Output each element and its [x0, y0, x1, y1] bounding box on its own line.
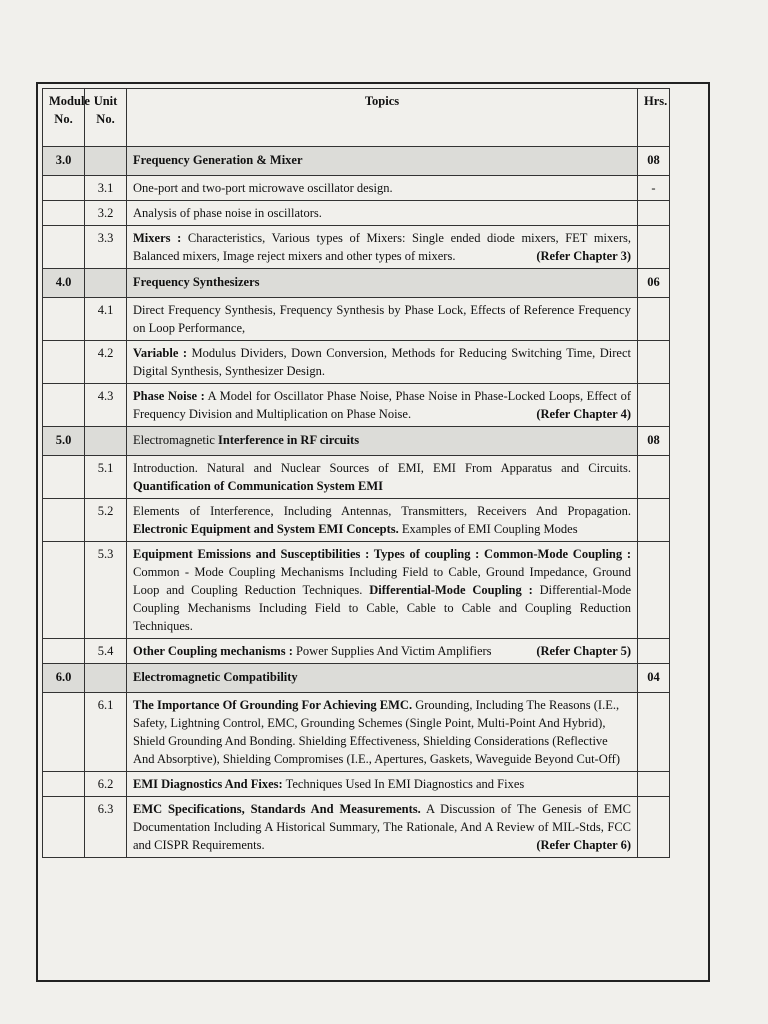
unit-topic: Analysis of phase noise in oscillators. [127, 201, 638, 226]
unit-no: 5.3 [85, 542, 127, 639]
topic-bold: Electronic Equipment and System EMI Concepts. [133, 522, 399, 536]
topic-bold-2: Differential-Mode Coupling : [369, 583, 533, 597]
topic-text: A Discussion of The Genesis of EMC Documentation Including A Historical Summary, The Rationale, And A Review of MIL-Stds, FCC and CISPR Requirements. [133, 802, 631, 852]
unit-topic [127, 797, 638, 858]
module-title-bold: Interference in RF circuits [218, 433, 360, 447]
unit-row [43, 772, 670, 797]
unit-no: 3.1 [85, 176, 127, 201]
unit-no: 3.2 [85, 201, 127, 226]
unit-row [43, 456, 670, 499]
hrs-header: Hrs. [638, 89, 670, 147]
topic-bold: Equipment Emissions and Susceptibilities : Types of coupling : Common-Mode Coupling : [133, 547, 631, 561]
unit-topic [127, 542, 638, 639]
topic-text: Power Supplies And Victim Amplifiers [292, 644, 492, 658]
unit-row [43, 226, 670, 269]
unit-topic [127, 226, 638, 269]
topic-bold: Variable : [133, 346, 188, 360]
unit-no: 5.2 [85, 499, 127, 542]
module-row-6 [43, 664, 670, 693]
unit-no: 5.4 [85, 639, 127, 664]
module-title: Electromagnetic Compatibility [127, 664, 638, 693]
unit-topic [127, 341, 638, 384]
unit-row [43, 797, 670, 858]
unit-no: 3.3 [85, 226, 127, 269]
topic-bold: Phase Noise : [133, 389, 205, 403]
module-hrs: 04 [638, 664, 670, 693]
unit-row [43, 693, 670, 772]
module-title: Frequency Synthesizers [127, 269, 638, 298]
module-row-5 [43, 427, 670, 456]
unit-row [43, 639, 670, 664]
unit-no-header: Unit No. [85, 89, 127, 147]
module-hrs: 06 [638, 269, 670, 298]
topic-text-2: Examples of EMI Coupling Modes [398, 522, 578, 536]
header-row [43, 89, 670, 147]
unit-topic [127, 499, 638, 542]
module-title-plain: Electromagnetic [133, 433, 219, 447]
chapter-ref: (Refer Chapter 4) [536, 407, 631, 421]
topic-text: Introduction. Natural and Nuclear Sources of EMI, EMI From Apparatus and Circuits. [133, 461, 631, 475]
topic-text-2: Differential-Mode Coupling Mechanisms Including Field to Cable, Cable to Cable and Coupling Reduction Techniques. [133, 583, 631, 633]
unit-row [43, 499, 670, 542]
module-row-4 [43, 269, 670, 298]
unit-no: 4.3 [85, 384, 127, 427]
module-no: 6.0 [43, 664, 85, 693]
topic-text: Common - Mode Coupling Mechanisms Including Field to Cable, Ground Impedance, Ground Loop and Coupling Reduction Techniques. [133, 565, 631, 597]
module-hrs: 08 [638, 427, 670, 456]
module-no: 4.0 [43, 269, 85, 298]
unit-row [43, 542, 670, 639]
module-hrs: 08 [638, 147, 670, 176]
unit-row [43, 341, 670, 384]
topic-bold: EMI Diagnostics And Fixes: [133, 777, 283, 791]
module-title: Frequency Generation & Mixer [127, 147, 638, 176]
unit-row [43, 298, 670, 341]
unit-no: 6.3 [85, 797, 127, 858]
module-unit-empty [85, 147, 127, 176]
unit-no: 6.2 [85, 772, 127, 797]
topic-bold: EMC Specifications, Standards And Measurements. [133, 802, 421, 816]
topic-text: Techniques Used In EMI Diagnostics and Fixes [282, 777, 525, 791]
topic-text: A Model for Oscillator Phase Noise, Phase Noise in Phase-Locked Loops, Effect of Frequency Division and Multiplication on Phase Noise. [133, 389, 631, 421]
chapter-ref: (Refer Chapter 6) [536, 838, 631, 852]
topic-text: Elements of Interference, Including Antennas, Transmitters, Receivers And Propagation. [133, 504, 631, 518]
unit-topic [127, 772, 638, 797]
unit-hrs: - [638, 176, 670, 201]
unit-no: 5.1 [85, 456, 127, 499]
topic-text: Characteristics, Various types of Mixers: Single ended diode mixers, FET mixers, Balanced mixers, Image reject mixers and other types of mixers. [133, 231, 631, 263]
module-no: 5.0 [43, 427, 85, 456]
module-row-3 [43, 147, 670, 176]
topic-bold: Other Coupling mechanisms : [133, 644, 293, 658]
unit-no: 4.2 [85, 341, 127, 384]
topics-header: Topics [127, 89, 638, 147]
unit-row [43, 201, 670, 226]
unit-topic [127, 693, 638, 772]
unit-row [43, 176, 670, 201]
unit-topic [127, 384, 638, 427]
topic-bold: Mixers : [133, 231, 182, 245]
unit-topic [127, 456, 638, 499]
syllabus-table [42, 88, 670, 858]
module-title [127, 427, 638, 456]
unit-no: 4.1 [85, 298, 127, 341]
unit-topic: One-port and two-port microwave oscillator design. [127, 176, 638, 201]
unit-topic: Direct Frequency Synthesis, Frequency Synthesis by Phase Lock, Effects of Reference Frequency on Loop Performance, [127, 298, 638, 341]
topic-bold: Quantification of Communication System EMI [133, 479, 383, 493]
chapter-ref: (Refer Chapter 5) [536, 644, 631, 658]
module-no: 3.0 [43, 147, 85, 176]
topic-text: Modulus Dividers, Down Conversion, Methods for Reducing Switching Time, Direct Digital Synthesis, Synthesizer Design. [133, 346, 631, 378]
unit-no: 6.1 [85, 693, 127, 772]
unit-topic [127, 639, 638, 664]
topic-bold: The Importance Of Grounding For Achieving EMC. [133, 698, 413, 712]
topic-text: Grounding, Including The Reasons (I.E., Safety, Lightning Control, EMC, Grounding Schemes (Single Point, Multi-Point And Hybrid), Shield Grounding And Bonding. Shielding Effectiveness, Shielding Considerations (Reflective And Absorptive), Shielding Compromises (I.E., Apertures, Gaskets, Waveguide Beyond Cut-Off) [133, 698, 621, 766]
chapter-ref: (Refer Chapter 3) [536, 249, 631, 263]
module-no-header: Module No. [43, 89, 85, 147]
unit-row [43, 384, 670, 427]
